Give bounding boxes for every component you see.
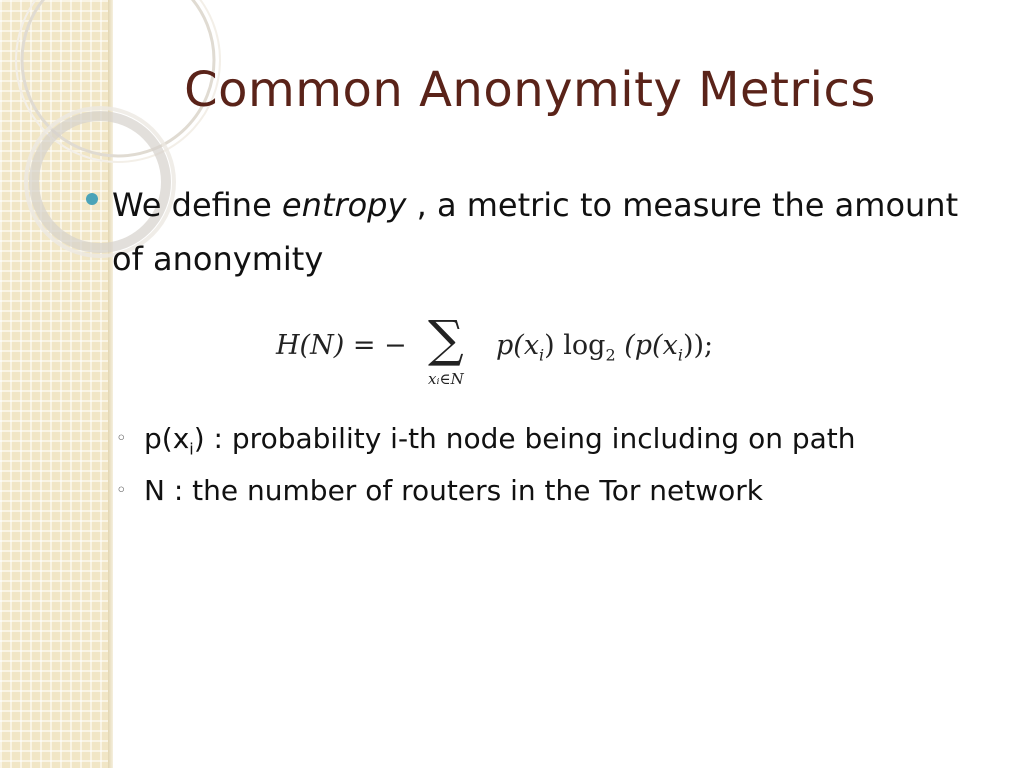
bullet-text-end: , a metric to measure the amount of anonymity	[112, 186, 959, 278]
sub-bullet-suffix: ) : probability i-th node being including on path	[193, 422, 856, 455]
formula-rhs-a: p(x	[496, 330, 540, 361]
list-item	[116, 470, 996, 522]
formula-log-base: 2	[605, 345, 616, 365]
entropy-formula	[270, 310, 750, 396]
bullet-dot-icon	[86, 193, 98, 205]
formula-rhs-c: (p(x	[615, 330, 678, 361]
formula-rhs-log: ) log	[544, 330, 606, 361]
bullet-emphasis: entropy	[281, 186, 407, 224]
bullet-text-start: We define	[112, 186, 282, 224]
formula-rhs	[496, 330, 713, 364]
sub-bullet-subscript: i	[189, 439, 194, 459]
formula-sigma: ∑	[428, 310, 464, 368]
formula-rhs-i2: i	[677, 345, 683, 365]
sub-bullet-marker-icon: ◦	[116, 428, 127, 449]
formula-subscript: xᵢ∈N	[428, 370, 464, 388]
sub-bullet-marker-icon: ◦	[116, 480, 127, 501]
list-item	[116, 418, 996, 470]
formula-lhs: H(N) = −	[276, 330, 407, 361]
bullet-text	[112, 178, 962, 286]
slide-title: Common Anonymity Metrics	[184, 62, 876, 118]
formula-rhs-i: i	[539, 345, 545, 365]
sub-bullet-prefix: p(x	[144, 422, 190, 455]
formula-rhs-end: ));	[682, 330, 714, 361]
sub-bullet-text: N : the number of routers in the Tor network	[144, 474, 763, 507]
sub-bullet-list	[116, 418, 996, 522]
sub-bullet-text	[144, 418, 856, 471]
